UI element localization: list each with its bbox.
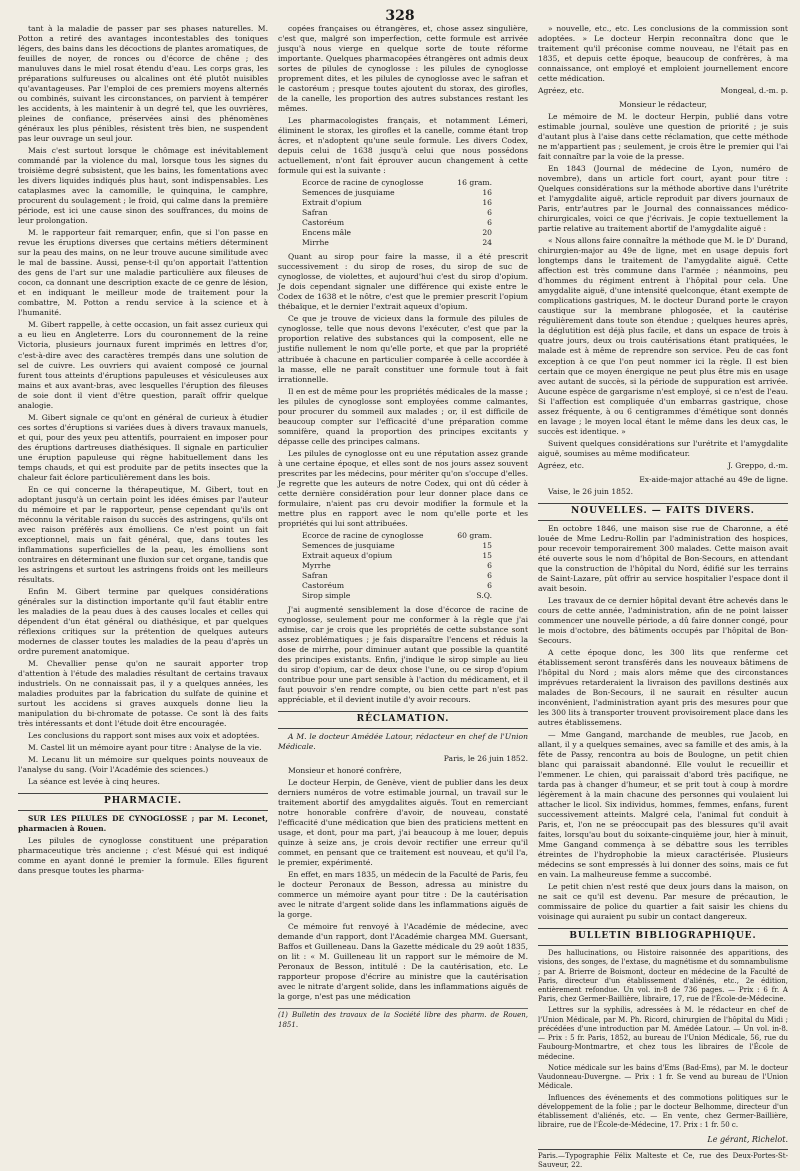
formula-row [302, 228, 492, 238]
paragraph: — Mme Gangand, marchande de meubles, rue Jacob, en allant, il y a quelques semaines, avec sa famille et des amis, à la fête de Passy, rencontra au bois de Boulogne, un petit chien blanc qui paraissait abandonné. Elle voulut le recueillir et l'emmener. Le chien, qui paraissait d'abord très pacifique, ne tarda pas à changer d'humeur, et se prit tout à coup à mordre légèrement à la main chacune des personnes qui voulaient lui attacher le licol. Six individus, hommes, femmes, enfans, furent successivement atteints. Malgré cela, l'animal fut conduit à Paris, et, l'on ne se préoccupait pas des blessures qu'il avait faites, lorsqu'au bout du soixante-cinquième jour, hier à minuit, Mme Gangand commença à se débattre sous les terribles étreintes de l'hydrophobie la mieux caractérisée. Plusieurs médecins se sont empressés à lui donner des soins, mais ce fut en vain. La malheureuse femme a succombé. [538, 729, 788, 880]
ingredient-quantity: 16 gram. [457, 178, 492, 188]
page-number: 328 [385, 8, 415, 24]
paragraph: En 1843 (Journal de médecine de Lyon, numéro de novembre), dans un article fort court, ayant pour titre : Quelques considérations sur la méthode abortive dans l'urétrite et l'amygdalite aiguë, article reproduit par divers journaux de Paris, entr'autres par le Journal des connaissances médico-chirurgicales, voici ce que j'écrivais. Je copie textuellement la partie relative au traitement abortif de l'amygdalite aiguë : [538, 164, 788, 234]
formula-row [302, 551, 492, 561]
formula-proposed [302, 531, 492, 601]
article-title: SUR LES PILULES DE CYNOGLOSSE ; par M. Leconet, pharmacien à Rouen. [18, 814, 268, 833]
paragraph: En octobre 1846, une maison sise rue de Charonne, a été louée de Mme Ledru-Rollin par l'administration des hospices, pour recevoir temporairement 300 malades. Cette maison avait été ouverte sous le nom d'hôpital de Bon-Secours, en attendant que la construction de l'hôpital du Nord, édifié sur les terrains de Saint-Lazare, pût offrir au service hospitalier l'espace dont il avait besoin. [538, 523, 788, 593]
formula-row [302, 178, 492, 188]
paragraph: Le mémoire de M. le docteur Herpin, publié dans votre estimable journal, soulève une question de priorité ; je suis d'autant plus à l'aise dans cette réclamation, que cette méthode ne m'appartient pas ; seulement, je crois être le premier qui l'ai fait connaître par la voie de la presse. [538, 112, 788, 162]
formula-row [302, 531, 492, 541]
formula-row [302, 188, 492, 198]
bibliography-entry: Notice médicale sur les bains d'Ems (Bad-Ems), par M. le docteur Vaudonneau-Duvergne. — Prix : 1 fr. Se vend au bureau de l'Union Médicale. [538, 1063, 788, 1091]
letter-date: Paris, le 26 juin 1852. [443, 753, 528, 763]
ingredient-quantity: 6 [487, 218, 492, 228]
ingredient-name: Semences de jusquiame [302, 540, 395, 550]
signature-mongeal [538, 86, 788, 96]
paragraph: Mais c'est surtout lorsque le chômage est inévitablement commandé par la violence du mal, lorsque tous les signes du troisième degré subsistent, que les bains, les fomentations avec les divers liquides indiqués plus haut, sont indispensables. Les cataplasmes avec la camomille, le quinquina, le camphre, procurent du soulagement ; le froid, qui calme dans la première période, est ici une cause sinon des souffrances, du moins de leur prolongation. [18, 146, 268, 226]
paragraph: Les pharmacologistes français, et notamment Lémeri, éliminent le storax, les girofles et la canelle, comme étant trop âcres, et n'adoptent qu'une seule formule. Les divers Codex, depuis celui de 1638 jusqu'à celui que nous possédons actuellement, n'ont fait éprouver aucun changement à cette formule qui est la suivante : [278, 116, 528, 176]
ingredient-quantity: 60 gram. [457, 530, 492, 540]
ingredient-quantity: S.Q. [476, 590, 492, 600]
letter-salutation: Monsieur le rédacteur, [619, 100, 707, 110]
formula-row [302, 198, 492, 208]
paragraph: En effet, en mars 1835, un médecin de la Faculté de Paris, feu le docteur Peronaux de Besson, adressa au ministre du commerce un mémoire ayant pour titre : De la cautérisation avec le nitrate d'argent solide dans les inflammations aiguës de la gorge. [278, 870, 528, 920]
paragraph: J'ai augmenté sensiblement la dose d'écorce de racine de cynoglosse, seulement pour me conformer à la règle que j'ai admise, car je crois que les propriétés de cette substance sont assez problématiques ; je fais disparaître l'encens et réduis la dose de mirrhe, pour diminuer autant que possible la quantité des principes existants. Enfin, j'indique le sirop simple au lieu du sirop d'opium, car de deux chose l'une, ou ce sirop d'opium contribue pour une part sensible à l'action du médicament, et il faut pouvoir s'en rendre compte, ou bien cette part n'est pas appréciable, et il devient inutile d'y avoir recours. [278, 604, 528, 705]
formula-row [302, 238, 492, 248]
letter-salutation: Monsieur et honoré confrère, [288, 765, 402, 775]
paragraph: M. Lecanu lit un mémoire sur quelques points nouveaux de l'analyse du sang. (Voir l'Académie des sciences.) [18, 755, 268, 775]
bibliography-entry: Des hallucinations, ou Histoire raisonnée des apparitions, des visions, des songes, de l'extase, du magnétisme et du somnambulisme ; par A. Brierre de Boismont, docteur en médecine de la Faculté de Paris, directeur d'un établissement d'aliénés, etc., 2e édition, entièrement refondue. Un vol. in-8 de 736 pages. — Prix : 6 fr. A Paris, chez Germer-Baillière, libraire, 17, rue de l'École-de-Médecine. [538, 949, 788, 1004]
signature-name: J. Greppo, d.-m. [727, 460, 788, 470]
formula-row [302, 541, 492, 551]
ingredient-quantity: 6 [487, 570, 492, 580]
paragraph: Les pilules de cynoglosse constituent une préparation pharmaceutique très ancienne ; c'est Mésué qui est indiqué comme en ayant donné le premier la formule. Elles figurent dans presque toutes les pharma- [18, 835, 268, 875]
paragraph: A cette époque donc, les 300 lits que renferme cet établissement seront transférés dans les nouveaux bâtimens de l'hôpital du Nord ; mais alors même que des circonstances imprévues retarderaient la livraison des pavillons destinés aux malades de Bon-Secours, il ne saurait en résulter aucun inconvénient, l'administration ayant pris des mesures pour que les 300 lits à transporter trouvent provisoirement place dans les autres établissemens. [538, 647, 788, 727]
ingredient-quantity: 15 [482, 550, 492, 560]
ingredient-name: Castoréum [302, 218, 345, 228]
column-1 [18, 24, 268, 1094]
section-title-pharmacie: PHARMACIE. [18, 793, 268, 811]
ingredient-quantity: 20 [482, 228, 492, 238]
paragraph: Ce que je trouve de vicieux dans la formule des pilules de cynoglosse, telle que nous devons l'exécuter, c'est que par la proportion relative des substances qui la composent, elle ne justifie nullement le nom qu'elle porte, et que par la propriété attribuée à chacune en particulier comparée à celle accordée à la masse, elle ne paraît constituer une formule tout à fait irrationnelle. [278, 314, 528, 384]
paragraph: En ce qui concerne la thérapeutique, M. Gibert, tout en adoptant jusqu'à un certain point les idées émises par l'auteur du mémoire et par le rapporteur, pense cependant qu'ils ont méconnu la véritable raison du succès des astringens, qu'ils ont avec raison préférés aux émolliens. Ce n'est point un fait exceptionnel, mais un fait général, que, dans toutes les inflammations superficielles de la peau, les émolliens sont contraires en déterminant une fluxion sur cet organe, tandis que les astringens et surtout les astringens froids ont les meilleurs résultats. [18, 484, 268, 584]
paragraph: Quant au sirop pour faire la masse, il a été prescrit successivement : du sirop de roses, du sirop de suc de cynoglosse, de violettes, et aujourd'hui c'est du sirop d'opium. Je dois cependant signaler une différence qui existe entre le Codex de 1638 et le nôtre, c'est que le premier prescrit l'opium thébaïque, et le dernier l'extrait aqueux d'opium. [278, 252, 528, 312]
section-title-reclamation: RÉCLAMATION. [278, 711, 528, 729]
paragraph: Ce mémoire fut renvoyé à l'Académie de médecine, avec demande d'un rapport, dont l'Académie chargea MM. Guersant, Baffos et Guilleneau. Dans la Gazette médicale du 29 août 1835, on lit : « M. Guilleneau lit un rapport sur le mémoire de M. Peronaux de Besson, intitulé : De la cautérisation, etc. Le rapporteur propose d'écrire au ministre que la cautérisation avec le nitrate d'argent solide, dans les inflammations aiguës de la gorge, n'est pas une médication [278, 922, 528, 1002]
paragraph: M. Chevallier pense qu'on ne saurait apporter trop d'attention à l'étude des maladies résultant de certains travaux industriels. On ne connaissait pas, il y a quelques années, les maladies produites par la fabrication du sulfate de quinine et surtout les accidens si graves auxquels donne lieu la manipulation du bi-chromate de potasse. Ce sont là des faits très intéressants et dont l'étude doit être encouragée. [18, 658, 268, 729]
paragraph: M. Castel lit un mémoire ayant pour titre : Analyse de la vie. [28, 743, 262, 753]
paragraph: Suivent quelques considérations sur l'urétrite et l'amygdalite aiguë, soumises au même modificateur. [538, 438, 788, 458]
paragraph: copées françaises ou étrangères, et, chose assez singulière, c'est que, malgré son imperfection, cette formule est arrivée jusqu'à nous vierge en quelque sorte de toute réforme importante. Quelques pharmacopées étrangères ont admis deux sortes de pilules de cynoglosse : les pilules de cynoglosse proprement dites, et les pilules de cynoglosse avec le safran et le castoréum ; presque toutes ajoutent du storax, des girofles, de la canelle, les proportion des autres substances restant les mêmes. [278, 24, 528, 114]
formula-codex [302, 178, 492, 248]
section-title-nouvelles: NOUVELLES. — FAITS DIVERS. [538, 503, 788, 521]
paragraph: tant à la maladie de passer par ses phases naturelles. M. Potton a retiré des avantages incontestables des toniques légers, des bains dans les décoctions de plantes aromatiques, de feuilles de noyer, de ronces ou d'écorce de chêne ; des manuluves dans le miel rosat étendu d'eau. Les corps gras, les préparations sulfureuses ou alcalines ont été plutôt nuisibles qu'avantageuses. Par l'emploi de ces premiers moyens alternés ou combinés, suivant les circonstances, on parvient à tempérer les accidents, à les maintenir à un degré tel, que les ouvrières, pleines de confiance, préservées ainsi des phénomènes généraux les plus pénibles, résistent très bien, ne suspendent pas leur ouvrage un seul jour. [18, 24, 268, 144]
ingredient-quantity: 6 [487, 560, 492, 570]
paragraph: Le docteur Herpin, de Genève, vient de publier dans les deux derniers numéros de votre estimable journal, un travail sur le traitement abortif des amygdalites aiguës. Tout en remerciant notre honorable confrère d'avoir, de nouveau, constaté l'efficacité d'une médication que bien des praticiens mettent en usage, et dont, pour ma part, j'ai beaucoup à me louer, depuis quinze à seize ans, je crois devoir rectifier une erreur qu'il commet, en pensant que ce traitement est nouveau, et qu'il l'a, le premier, expérimenté. [278, 777, 528, 868]
bibliography-entry: Lettres sur la syphilis, adressées à M. le rédacteur en chef de l'Union Médicale, par M. Ph. Ricord, chirurgien de l'hôpital du Midi ; précédées d'une introduction par M. Amédée Latour. — Un vol. in-8. — Prix : 5 fr. Paris, 1852, au bureau de l'Union Médicale, 56, rue du Faubourg-Montmartre, et chez tous les libraires de l'École de médecine. [538, 1006, 788, 1061]
ingredient-name: Myrrhe [302, 560, 331, 570]
ingredient-quantity: 6 [487, 580, 492, 590]
ingredient-quantity: 16 [482, 198, 492, 208]
letter-addressee: A M. le docteur Amédée Latour, rédacteur en chef de l'Union Médicale. [278, 731, 528, 751]
ingredient-name: Safran [302, 208, 328, 218]
footnote: (1) Bulletin des travaux de la Société libre des pharm. de Rouen, 1851. [278, 1008, 528, 1029]
paragraph: Enfin M. Gibert termine par quelques considérations générales sur la distinction importante qu'il faut établir entre les maladies de la peau dues à des causes locales et celles qui dépendent d'un état général ou diathésique, et par quelques réflexions critiques sur la prétention de quelques auteurs modernes de classer toutes les maladies de la peau d'après un ordre purement anatomique. [18, 586, 268, 656]
formula-row [302, 591, 492, 601]
column-2 [278, 24, 528, 1094]
paragraph: Les conclusions du rapport sont mises aux voix et adoptées. [28, 731, 260, 741]
formula-row [302, 571, 492, 581]
column-3 [538, 24, 788, 1170]
ingredient-quantity: 24 [482, 238, 492, 248]
paragraph: Le petit chien n'est resté que deux jours dans la maison, on ne sait ce qu'il est devenu. Par mesure de précaution, le commissaire de police du quartier a fait saisir les chiens du voisinage qui auraient pu subir un contact dangereux. [538, 882, 788, 922]
gerant-signature: Le gérant, Richelot. [707, 1134, 788, 1144]
signature-closing: Agréez, etc. [538, 460, 585, 470]
ingredient-name: Ecorce de racine de cynoglosse [302, 530, 424, 540]
ingredient-name: Safran [302, 570, 328, 580]
formula-row [302, 561, 492, 571]
paragraph: « Nous allons faire connaître la méthode que M. le D' Durand, chirurgien-major au 49e de ligne, met en usage depuis fort longtemps dans le traitement de l'amygdalite aiguë. Cette affection est très commune dans l'armée ; néanmoins, peu d'hommes du régiment entrent à l'hôpital pour cela. Une amygdalite aiguë, d'une intensité quelconque, étant exempte de complications gastriques, M. le docteur Durand porte le crayon caustique sur la membrane phlogosée, et la cautérise régulièrement dans toute son étendue ; quelques heures après, la déglutition est déjà plus facile, et dans un espace de trois à quatre jours, deux ou trois cautérisations étant pratiquées, le malade est à même de reprendre son service. Peu de cas font exception à ce que l'on peut nommer ici la règle. Il est bien certain que ce moyen énergique ne peut plus être mis en usage avec autant de succès, si la période de suppuration est arrivée. Aucune espèce de gargarisme n'est employé, si ce n'est de l'eau. Si l'affection est compliquée d'un embarras gastrique, chose assez fréquente, à ou 6 centigrammes d'émétique sont donnés en lavage ; le moyen local étant le même dans les deux cas, le succès est identique. » [538, 236, 788, 436]
ingredient-name: Sirop simple [302, 590, 351, 600]
ingredient-name: Castoréum [302, 580, 345, 590]
ingredient-name: Extrait aqueux d'opium [302, 550, 393, 560]
bibliography-list [538, 949, 788, 1130]
paragraph: M. le rapporteur fait remarquer, enfin, que si l'on passe en revue les éruptions diverses que certains métiers déterminent sur la peau des mains, on ne leur trouve aucune similitude avec le mal de bassine. Aussi, pense-t-il qu'on apportait l'attention des gens de l'art sur une maladie particulière aux fileuses de cocon, ca donnant une description exacte de ce genre de lésion, et en indiquant le meilleur mode de traitement pour la combattre, M. Potton a rendu service à la science et à l'humanité. [18, 228, 268, 318]
ingredient-name: Ecorce de racine de cynoglosse [302, 178, 424, 188]
paragraph: » nouvelle, etc., etc. Les conclusions de la commission sont adoptées. » Le docteur Herpin reconnaîtra donc que le traitement qu'il préconise comme nouveau, ne l'était pas en 1835, et depuis cette époque, beaucoup de confrères, à ma connaissance, ont employé et emploient journellement encore cette médication. [538, 24, 788, 84]
paragraph: M. Gibert rappelle, à cette occasion, un fait assez curieux qui a eu lieu en Angleterre. Lors du couronnement de la reine Victoria, plusieurs journaux furent imprimés en lettres d'or, c'est-à-dire avec des caractères trempés dans une solution de sel de cuivre. Les ouvriers qui avaient composé ce journal furent tous atteints d'éruptions papuleuses et vésiculeuses aux mains et aux avant-bras, avec lesquelles l'éruption des fileuses de soie dont il vient d'être question, paraît offrir quelque analogie. [18, 320, 268, 410]
signature-role: Ex-aide-major attaché au 49e de ligne. [639, 474, 788, 484]
section-title-bibliographique: BULLETIN BIBLIOGRAPHIQUE. [538, 928, 788, 946]
ingredient-name: Mirrhe [302, 238, 329, 248]
signature-greppo [538, 461, 788, 471]
paragraph: Les pilules de cynoglosse ont eu une réputation assez grande à une certaine époque, et elles sont de nos jours assez souvent prescrites par les médecins, pour mériter qu'on s'occupe d'elles. Je regrette que les auteurs de notre Codex, qui ont dû céder à cette dernière considération pour leur donner place dans ce formulaire, n'aient pas cru devoir modifier la formule et la mettre plus en rapport avec le nom qu'elle porte et les propriétés qui lui sont attribuées. [278, 448, 528, 528]
ingredient-name: Encens mâle [302, 228, 352, 238]
paragraph: Il en est de même pour les propriétés médicales de la masse ; les pilules de cynoglosse sont employées comme calmantes, pour procurer du sommeil aux malades ; or, il est difficile de beaucoup compter sur l'efficacité d'une préparation comme somnifère, quand la proportion des principes excitants y dépasse celle des principes calmans. [278, 386, 528, 446]
letter-place-date: Vaise, le 26 juin 1852. [548, 486, 634, 496]
signature-closing: Agréez, etc. [538, 86, 585, 96]
ingredient-quantity: 15 [482, 540, 492, 550]
ingredient-name: Extrait d'opium [302, 198, 362, 208]
ingredient-quantity: 16 [482, 188, 492, 198]
printer-footer: Paris.—Typographie Félix Malteste et Ce, rue des Deux-Portes-St-Sauveur, 22. [538, 1149, 788, 1170]
formula-row [302, 581, 492, 591]
formula-row [302, 218, 492, 228]
formula-row [302, 208, 492, 218]
bibliography-entry: Influences des événements et des commotions politiques sur le développement de la folie ; par le docteur Belhomme, directeur d'un établissement d'aliénés, etc. — En vente, chez Germer-Baillière, libraire, rue de l'École-de-Médecine, 17. Prix : 1 fr. 50 c. [538, 1093, 788, 1130]
paragraph: La séance est levée à cinq heures. [28, 777, 160, 787]
ingredient-name: Semences de jusquiame [302, 188, 395, 198]
signature-name: Mongeal, d.-m. p. [720, 86, 788, 96]
ingredient-quantity: 6 [487, 208, 492, 218]
paragraph: Les travaux de ce dernier hôpital devant être achevés dans le cours de cette année, l'administration, afin de ne point laisser commencer une nouvelle période, a dû faire donner congé, pour le mois d'octobre, des bâtiments occupés par l'hôpital de Bon-Secours. [538, 595, 788, 645]
paragraph: M. Gibert signale ce qu'ont en général de curieux à étudier ces sortes d'éruptions si variées dues à divers travaux manuels, et qui, pour des yeux peu attentifs, pourraient en imposer pour des éruptions dartreuses diathésiques. Il signale en particulier une éruption papuleuse qui règne habituellement dans les temps chauds, et qui est produite par de petits insectes que la chaleur fait éclore particulièrement dans les bois. [18, 412, 268, 482]
